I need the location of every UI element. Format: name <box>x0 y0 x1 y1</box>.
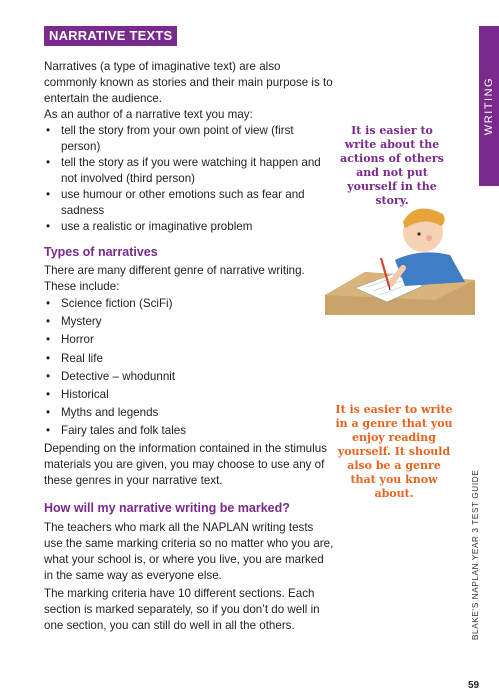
marking-paragraph-2: The marking criteria have 10 different sections. Each section is marked separately, so if you don’t do well in one section, you can still do well in all the others. <box>44 587 320 632</box>
intro-list <box>44 123 334 235</box>
page-number: 59 <box>468 680 480 691</box>
tip-callout-2: It is easier to write in a genre that you enjoy reading yourself. It should also be a genre that you know about. <box>335 403 453 500</box>
list-item: • Horror <box>44 331 334 349</box>
marking-block <box>44 500 334 634</box>
list-item: • Myths and legends <box>44 404 334 422</box>
list-item: • use humour or other emotions such as fear and sadness <box>44 187 334 219</box>
genre-list <box>44 295 334 441</box>
types-heading: Types of narratives <box>44 245 158 259</box>
intro-block <box>44 59 334 235</box>
list-item: • use a realistic or imaginative problem <box>44 219 334 235</box>
list-item: • tell the story as if you were watching it happen and not involved (third person) <box>44 155 334 187</box>
marking-heading: How will my narrative writing be marked? <box>44 501 290 515</box>
list-item: • Science fiction (SciFi) <box>44 295 334 313</box>
marking-paragraph-1: The teachers who mark all the NAPLAN writing tests use the same marking criteria so no matter who you are, what your school is, or where you live, you are marked in the same way as everyone else. <box>44 521 334 582</box>
list-item: • Detective – whodunnit <box>44 368 334 386</box>
types-closing: Depending on the information contained in the stimulus materials you are given, you may choose to use any of these genres in your narrative text. <box>44 441 327 487</box>
list-item: • Historical <box>44 386 334 404</box>
boy-writing-illustration <box>325 200 475 315</box>
section-title: NARRATIVE TEXTS <box>44 26 177 46</box>
list-item: • Fairy tales and folk tales <box>44 422 334 440</box>
list-item: • Mystery <box>44 313 334 331</box>
list-item: • tell the story from your own point of view (first person) <box>44 123 334 155</box>
types-block <box>44 244 334 489</box>
types-paragraph: There are many different genre of narrative writing. These include: <box>44 264 305 293</box>
tip-callout-1: It is easier to write about the actions of others and not put yourself in the story. <box>340 124 444 207</box>
intro-lead: As an author of a narrative text you may: <box>44 108 253 121</box>
list-item: • Real life <box>44 350 334 368</box>
intro-paragraph: Narratives (a type of imaginative text) are also commonly known as stories and their main purpose is to entertain the audience. <box>44 60 333 105</box>
side-tab-writing <box>479 26 499 186</box>
book-title-footer: BLAKE’S NAPLAN YEAR 3 TEST GUIDE <box>471 469 480 640</box>
side-tab-label: WRITING <box>483 76 495 136</box>
